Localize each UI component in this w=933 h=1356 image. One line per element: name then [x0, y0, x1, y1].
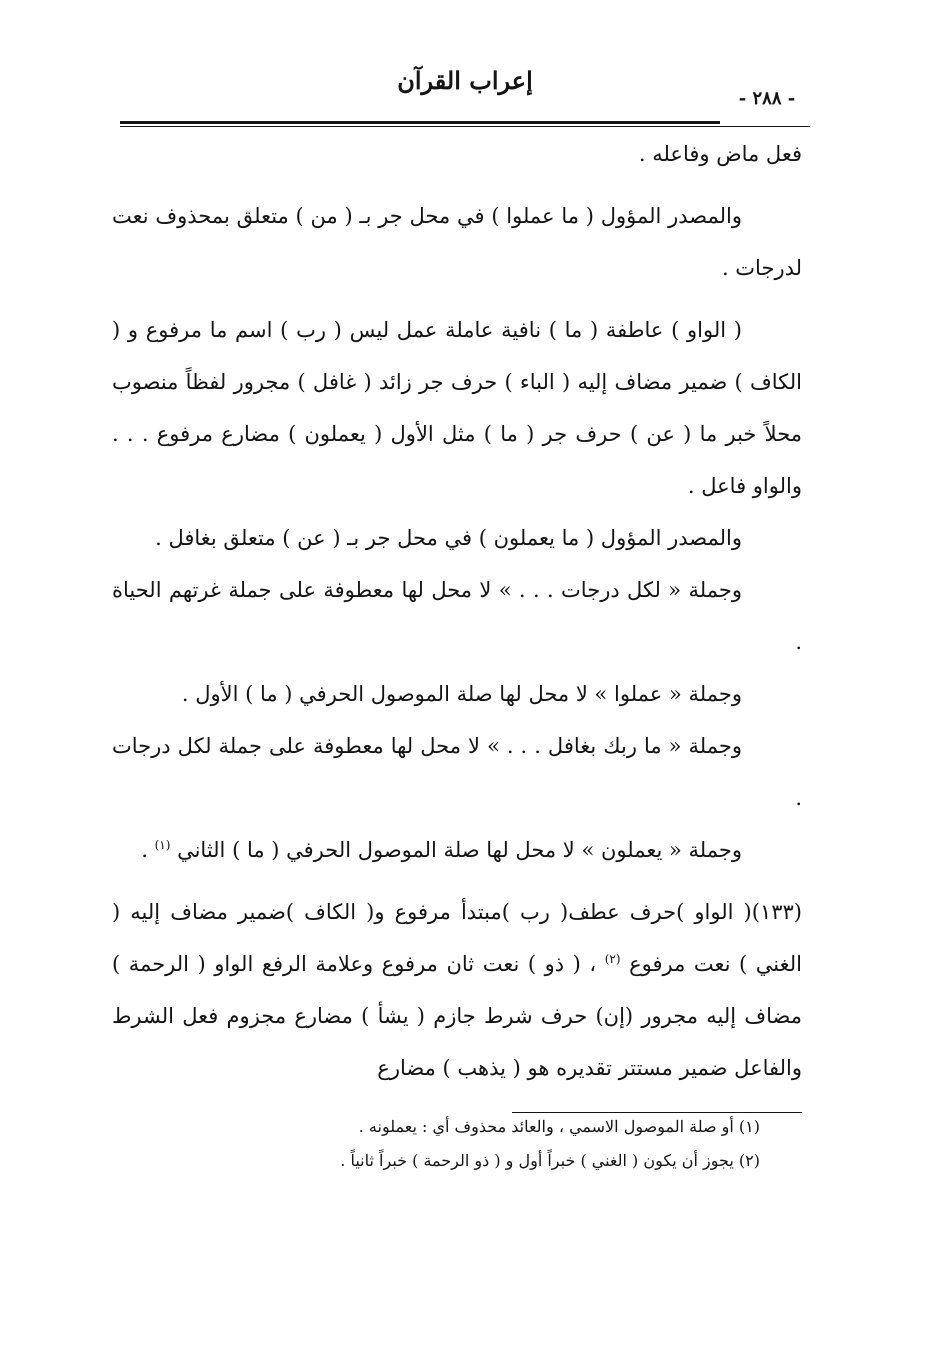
paragraph-1: فعل ماض وفاعله .	[638, 142, 802, 166]
paragraph-9-part-2: ، ( ذو ) نعت ثان مرفوع وعلامة الرفع الواو ( الرحمة ) مضاف إليه مجرور (إن) حرف شرط جازم ( يشأ ) مضارع مجزوم فعل الشرط والفاعل ضمير مستتر تقديره هو ( يذهب ) مضارع	[112, 952, 802, 1080]
paragraph-8	[112, 824, 802, 876]
paragraph-2: والمصدر المؤول ( ما عملوا ) في محل جر بـ ( من ) متعلق بمحذوف نعت لدرجات .	[112, 204, 802, 280]
page-number: - ٢٨٨ -	[738, 88, 796, 109]
paragraph-5: وجملة « لكل درجات . . . » لا محل لها معطوفة على جملة غرتهم الحياة .	[112, 578, 802, 654]
footnote-1: (١) أو صلة الموصول الاسمي ، والعائد محذوف أي : يعملونه .	[358, 1117, 760, 1136]
paragraph-8-text: وجملة « يعملون » لا محل لها صلة الموصول الحرفي ( ما ) الثاني	[177, 838, 742, 862]
main-text	[112, 128, 802, 1094]
paragraph-9-part-1: (١٣٣)( الواو )حرف عطف( رب )مبتدأ مرفوع و( الكاف )ضمير مضاف إليه ( الغني ) نعت مرفوع	[112, 900, 802, 976]
paragraph-7: وجملة « ما ربك بغافل . . . » لا محل لها معطوفة على جملة لكل درجات .	[112, 734, 802, 810]
paragraph-6: وجملة « عملوا » لا محل لها صلة الموصول الحرفي ( ما ) الأول .	[181, 682, 742, 706]
header-divider-thin	[120, 126, 810, 127]
header-divider-thick	[120, 121, 720, 124]
footnote-ref-2: (٢)	[604, 952, 621, 966]
footnotes	[200, 1110, 760, 1178]
paragraph-9	[112, 886, 802, 1094]
footnote-2: (٢) يجوز أن يكون ( الغني ) خبراً أول و ( ذو الرحمة ) خبراً ثانياً .	[340, 1151, 760, 1170]
paragraph-4: والمصدر المؤول ( ما يعملون ) في محل جر بـ ( عن ) متعلق بغافل .	[155, 526, 742, 550]
footnote-ref-1: (١)	[154, 838, 171, 852]
paragraph-8-end: .	[141, 838, 148, 862]
paragraph-3: ( الواو ) عاطفة ( ما ) نافية عاملة عمل ليس ( رب ) اسم ما مرفوع و ( الكاف ) ضمير مضاف إليه ( الباء ) حرف جر زائد ( غافل ) مجرور لفظاً منصوب محلاً خبر ما ( عن ) حرف جر ( ما ) مثل الأول ( يعملون ) مضارع مرفوع . . . والواو فاعل .	[112, 318, 802, 498]
page-title: إعراب القرآن	[397, 66, 533, 95]
